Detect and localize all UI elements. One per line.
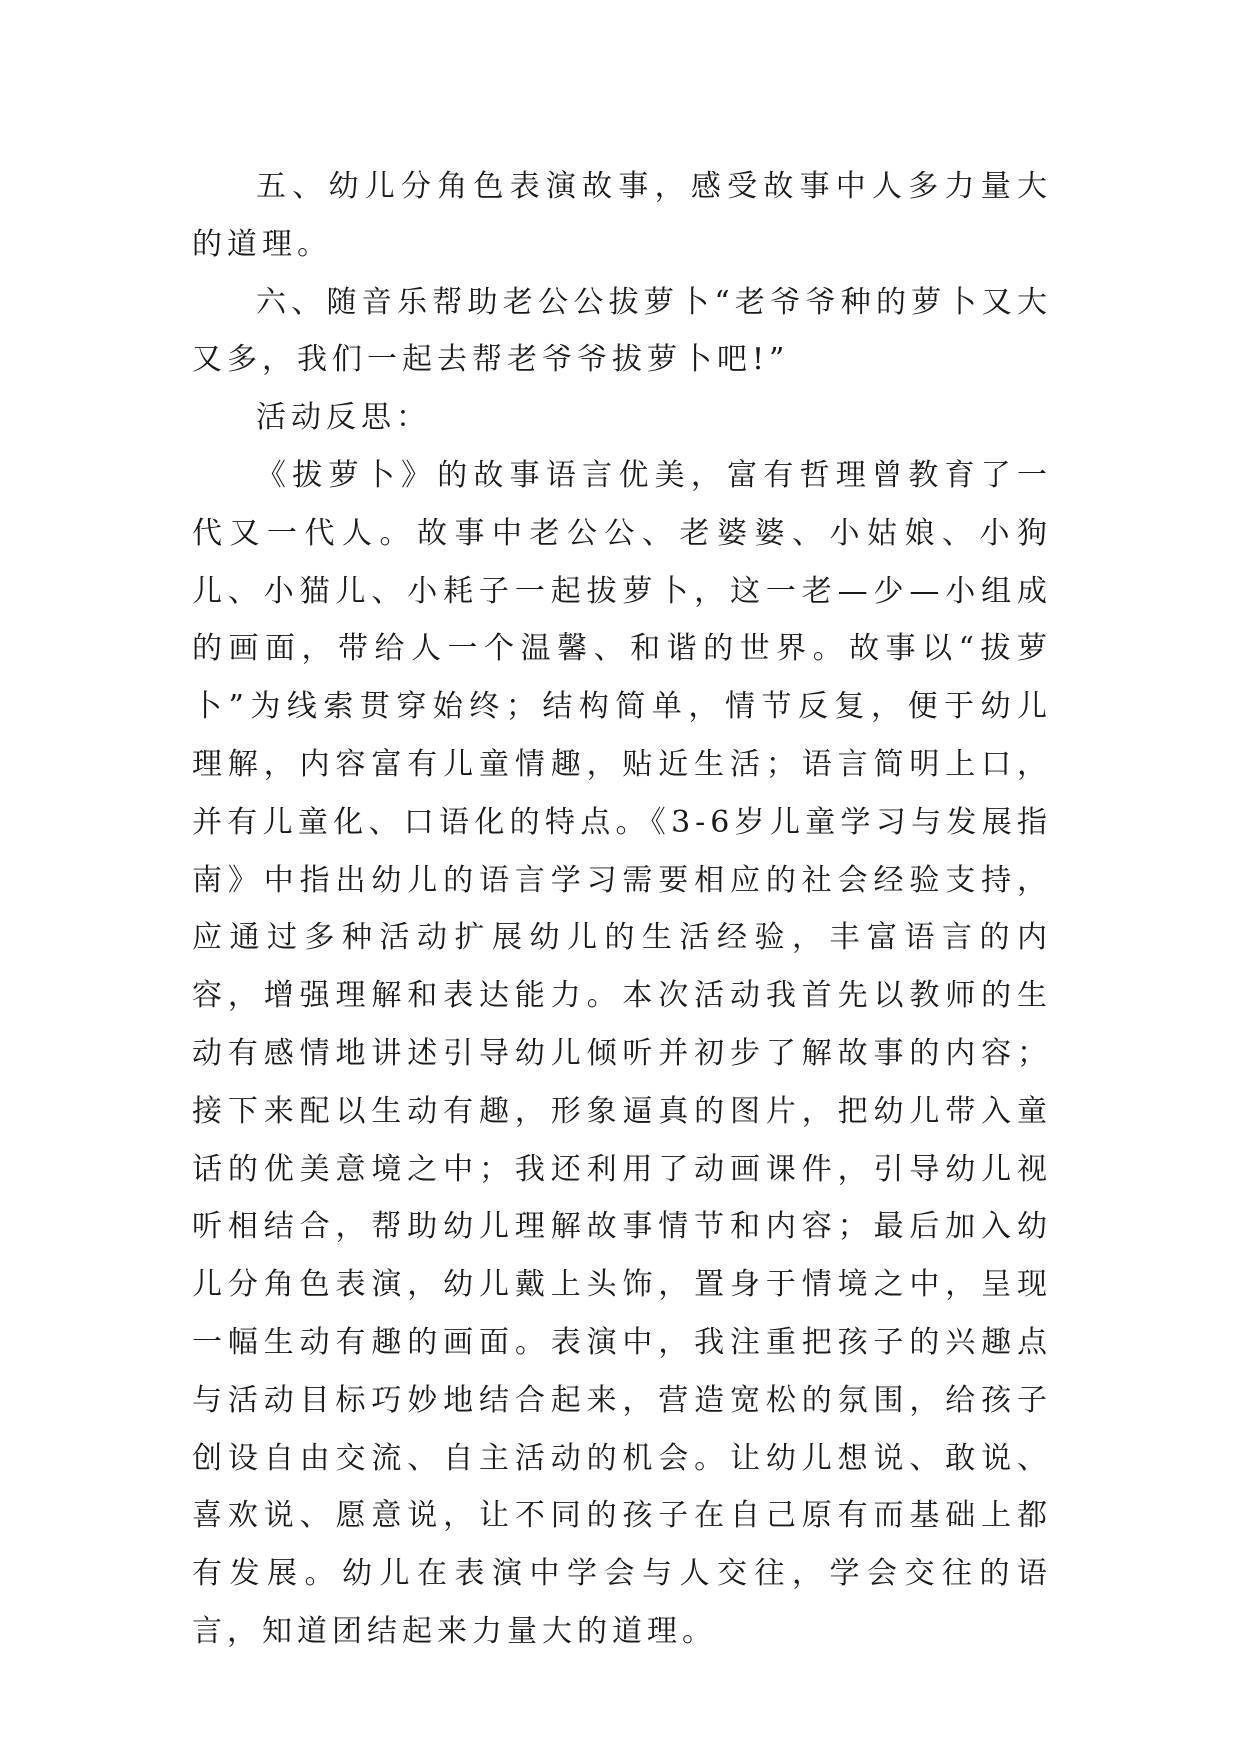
section-heading-reflection: 活动反思： (256, 400, 431, 436)
document-body (192, 158, 1052, 1661)
paragraph-step-six: 六、随音乐帮助老公公拔萝卜“老爷爷种的萝卜又大又多，我们一起去帮老爷爷拔萝卜吧!” (192, 284, 1052, 378)
paragraph-reflection-body: 《拔萝卜》的故事语言优美，富有哲理曾教育了一代又一代人。故事中老公公、老婆婆、小姑娘、小狗儿、小猫儿、小耗子一起拔萝卜，这一老—少—小组成的画面，带给人一个温馨、和谐的世界。故事以“拔萝卜”为线索贯穿始终；结构简单，情节反复，便于幼儿理解，内容富有儿童情趣，贴近生活；语言简明上口，并有儿童化、口语化的特点。《3-6岁儿童学习与发展指南》中指出幼儿的语言学习需要相应的社会经验支持，应通过多种活动扩展幼儿的生活经验，丰富语言的内容，增强理解和表达能力。本次活动我首先以教师的生动有感情地讲述引导幼儿倾听并初步了解故事的内容；接下来配以生动有趣，形象逼真的图片，把幼儿带入童话的优美意境之中；我还利用了动画课件，引导幼儿视听相结合，帮助幼儿理解故事情节和内容；最后加入幼儿分角色表演，幼儿戴上头饰，置身于情境之中，呈现一幅生动有趣的画面。表演中，我注重把孩子的兴趣点与活动目标巧妙地结合起来，营造宽松的氛围，给孩子创设自由交流、自主活动的机会。让幼儿想说、敢说、喜欢说、愿意说，让不同的孩子在自己原有而基础上都有发展。幼儿在表演中学会与人交往，学会交往的语言，知道团结起来力量大的道理。 (192, 457, 1052, 1649)
paragraph-step-five: 五、幼儿分角色表演故事，感受故事中人多力量大的道理。 (192, 169, 1052, 262)
